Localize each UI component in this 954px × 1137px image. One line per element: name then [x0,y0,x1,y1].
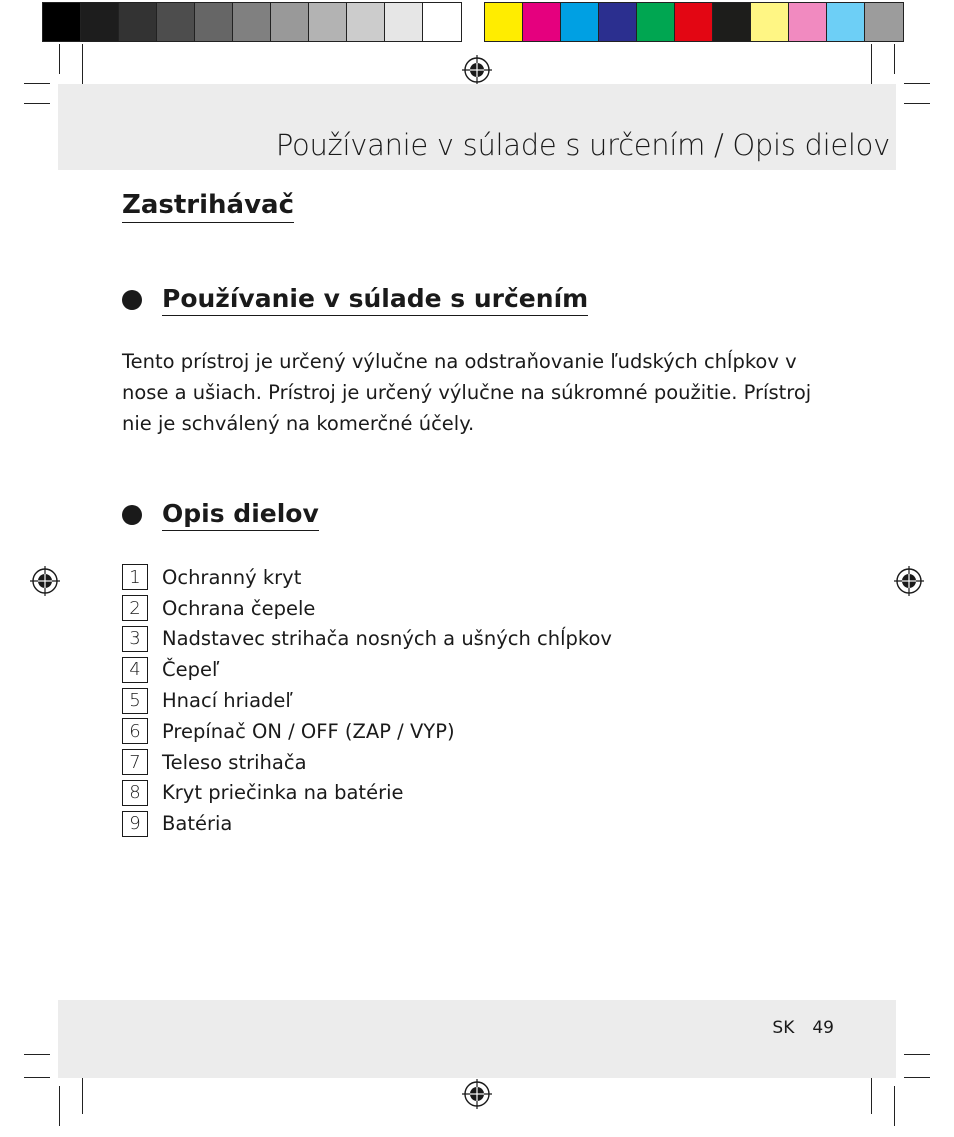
list-item [122,624,612,655]
part-number: 2 [122,595,148,621]
color-swatch [119,3,157,41]
language-code: SK [772,1018,795,1038]
part-label: Prepínač ON / OFF (ZAP / VYP) [162,719,455,743]
crop-mark [82,1074,83,1114]
page-footer [772,1018,834,1038]
section-title: Používanie v súlade s určením [162,284,588,316]
part-number: 9 [122,811,148,837]
part-number: 5 [122,688,148,714]
part-number: 4 [122,657,148,683]
color-swatch [865,3,903,41]
list-item [122,716,612,747]
color-swatch [43,3,81,41]
section-heading-parts [122,499,319,531]
part-label: Batéria [162,812,233,836]
color-swatch [347,3,385,41]
crop-mark [24,103,50,104]
color-swatch [81,3,119,41]
crop-mark [894,1086,895,1126]
bullet-icon [122,505,142,525]
color-swatch [751,3,789,41]
product-heading: Zastrihávač [122,190,294,223]
part-number: 8 [122,780,148,806]
color-swatch [485,3,523,41]
crop-mark [904,103,930,104]
page-title: Používanie v súlade s určením / Opis dielov [275,128,890,162]
crop-mark [871,1074,872,1114]
page-number: 49 [812,1018,834,1038]
crop-mark [24,1054,50,1055]
color-swatch [385,3,423,41]
crop-mark [59,1086,60,1126]
list-item [122,778,612,809]
part-number: 3 [122,626,148,652]
list-item [122,685,612,716]
crop-mark [24,1077,50,1078]
color-swatch [523,3,561,41]
registration-mark-icon [462,1079,492,1109]
part-label: Teleso strihača [162,750,307,774]
color-swatch [195,3,233,41]
color-swatch [271,3,309,41]
intended-use-paragraph: Tento prístroj je určený výlučne na odstraňovanie ľudských chĺpkov v nose a ušiach. Prístroj je určený výlučne na súkromné použitie. Prístroj nie je schválený na komerčné účely. [122,350,812,435]
crop-mark [904,1077,930,1078]
color-swatch [637,3,675,41]
list-item [122,747,612,778]
process-color-bar [484,2,904,42]
color-swatch [713,3,751,41]
color-swatch [157,3,195,41]
footer-band [58,1000,896,1078]
color-swatch [827,3,865,41]
color-swatch [561,3,599,41]
registration-mark-icon [462,55,492,85]
part-label: Nadstavec strihača nosných a ušných chĺpkov [162,627,612,651]
crop-mark [894,44,895,74]
crop-mark [59,44,60,74]
list-item [122,808,612,839]
part-label: Čepeľ [162,658,220,682]
grayscale-color-bar [42,2,462,42]
list-item [122,562,612,593]
registration-mark-icon [894,566,924,596]
crop-mark [904,1054,930,1055]
parts-list [122,562,612,839]
color-swatch [675,3,713,41]
color-swatch [423,3,461,41]
list-item [122,593,612,624]
part-label: Ochranný kryt [162,565,302,589]
color-swatch [789,3,827,41]
part-number: 7 [122,749,148,775]
registration-mark-icon [30,566,60,596]
crop-mark [904,83,930,84]
bullet-icon [122,290,142,310]
part-number: 1 [122,564,148,590]
color-swatch [309,3,347,41]
color-swatch [599,3,637,41]
list-item [122,654,612,685]
crop-mark [24,83,50,84]
section-title: Opis dielov [162,499,319,531]
part-label: Hnací hriadeľ [162,689,293,713]
part-number: 6 [122,718,148,744]
part-label: Ochrana čepele [162,596,316,620]
section-heading-intended-use [122,284,588,316]
part-label: Kryt priečinka na batérie [162,781,404,805]
color-swatch [233,3,271,41]
